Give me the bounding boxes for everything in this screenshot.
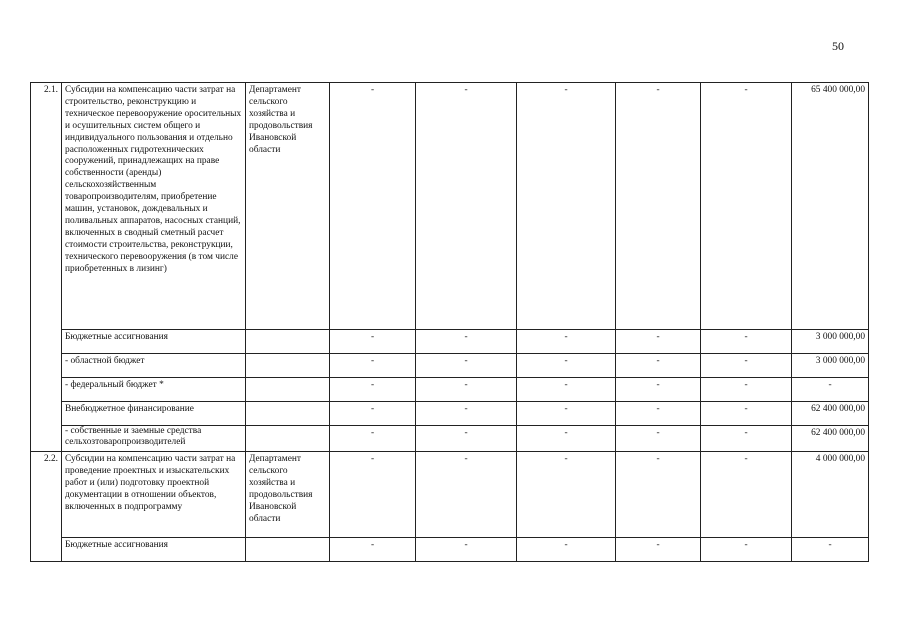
row-total: 62 400 000,00 bbox=[792, 402, 869, 426]
year-value: - bbox=[701, 538, 792, 562]
row-executor bbox=[246, 538, 330, 562]
row-executor: Департамент сельского хозяйства и продовольствия Ивановской области bbox=[246, 452, 330, 538]
year-value: - bbox=[330, 330, 416, 354]
year-value: - bbox=[330, 378, 416, 402]
row-name: - областной бюджет bbox=[62, 354, 246, 378]
table-row bbox=[31, 402, 869, 426]
year-value: - bbox=[701, 378, 792, 402]
row-total: - bbox=[792, 378, 869, 402]
year-value: - bbox=[701, 452, 792, 538]
year-value: - bbox=[330, 538, 416, 562]
table-row bbox=[31, 378, 869, 402]
row-name: Бюджетные ассигнования bbox=[62, 330, 246, 354]
year-value: - bbox=[330, 83, 416, 330]
table-row bbox=[31, 538, 869, 562]
year-value: - bbox=[330, 426, 416, 452]
row-name: - собственные и заемные средства сельхозтоваропроизводителей bbox=[62, 426, 246, 452]
row-name: - федеральный бюджет * bbox=[62, 378, 246, 402]
year-value: - bbox=[616, 538, 701, 562]
year-value: - bbox=[701, 330, 792, 354]
row-executor bbox=[246, 402, 330, 426]
year-value: - bbox=[416, 378, 517, 402]
year-value: - bbox=[701, 426, 792, 452]
year-value: - bbox=[616, 402, 701, 426]
table-row bbox=[31, 426, 869, 452]
row-total: 65 400 000,00 bbox=[792, 83, 869, 330]
year-value: - bbox=[517, 402, 616, 426]
row-name: Внебюджетное финансирование bbox=[62, 402, 246, 426]
year-value: - bbox=[416, 538, 517, 562]
year-value: - bbox=[517, 378, 616, 402]
row-index: 2.1. bbox=[31, 83, 62, 452]
row-executor bbox=[246, 354, 330, 378]
row-total: 3 000 000,00 bbox=[792, 330, 869, 354]
year-value: - bbox=[701, 354, 792, 378]
row-total: - bbox=[792, 538, 869, 562]
year-value: - bbox=[517, 330, 616, 354]
budget-table bbox=[30, 82, 869, 562]
row-total: 3 000 000,00 bbox=[792, 354, 869, 378]
year-value: - bbox=[416, 426, 517, 452]
year-value: - bbox=[616, 83, 701, 330]
row-index: 2.2. bbox=[31, 452, 62, 562]
year-value: - bbox=[416, 83, 517, 330]
row-executor: Департамент сельского хозяйства и продовольствия Ивановской области bbox=[246, 83, 330, 330]
table-row bbox=[31, 83, 869, 330]
year-value: - bbox=[616, 330, 701, 354]
year-value: - bbox=[330, 402, 416, 426]
year-value: - bbox=[517, 83, 616, 330]
year-value: - bbox=[616, 452, 701, 538]
year-value: - bbox=[517, 426, 616, 452]
row-name: Субсидии на компенсацию части затрат на строительство, реконструкцию и техническое перевооружение оросительных и осушительных систем общего и индивидуального пользования и отдельно расположенных гидротехнических сооружений, принадлежащих на праве собственности (аренды) сельскохозяйственным товаропроизводителям, приобретение машин, установок, дождевальных и поливальных аппаратов, насосных станций, включенных в сводный сметный расчет стоимости строительства, реконструкции, технического перевооружения (в том числе приобретенных в лизинг) bbox=[62, 83, 246, 330]
row-name: Бюджетные ассигнования bbox=[62, 538, 246, 562]
year-value: - bbox=[616, 426, 701, 452]
table-row bbox=[31, 330, 869, 354]
year-value: - bbox=[517, 354, 616, 378]
row-executor bbox=[246, 426, 330, 452]
table-row bbox=[31, 452, 869, 538]
year-value: - bbox=[701, 83, 792, 330]
page-number: 50 bbox=[832, 39, 844, 53]
year-value: - bbox=[616, 378, 701, 402]
row-name: Субсидии на компенсацию части затрат на проведение проектных и изыскательских работ и (или) подготовку проектной документации в отношении объектов, включенных в подпрограмму bbox=[62, 452, 246, 538]
year-value: - bbox=[330, 354, 416, 378]
row-executor bbox=[246, 378, 330, 402]
year-value: - bbox=[416, 452, 517, 538]
year-value: - bbox=[517, 452, 616, 538]
year-value: - bbox=[616, 354, 701, 378]
row-total: 4 000 000,00 bbox=[792, 452, 869, 538]
year-value: - bbox=[416, 402, 517, 426]
year-value: - bbox=[416, 354, 517, 378]
row-executor bbox=[246, 330, 330, 354]
table-row bbox=[31, 354, 869, 378]
year-value: - bbox=[517, 538, 616, 562]
year-value: - bbox=[330, 452, 416, 538]
year-value: - bbox=[416, 330, 517, 354]
row-total: 62 400 000,00 bbox=[792, 426, 869, 452]
year-value: - bbox=[701, 402, 792, 426]
